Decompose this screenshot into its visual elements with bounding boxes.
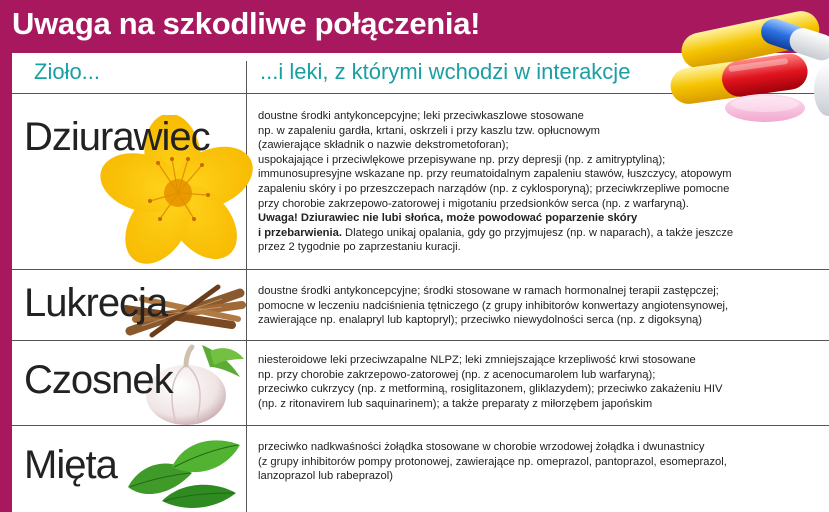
text-line: (z grupy inhibitorów pompy protonowej, zawierające np. omeprazol, pantoprazol, esomeprazol, [258, 455, 727, 468]
text-line: pomocne w leczeniu nadciśnienia tętniczego (z grupy inhibitorów konwertazy angiotensynowej, [258, 299, 729, 312]
text-line: doustne środki antykoncepcyjne; środki stosowane w ramach hormonalnej terapii zastępczej; [258, 285, 719, 297]
text-line: przeciwko cukrzycy (np. z metforminą, rosiglitazonem, gliklazydem); przeciwko zakażeniu HIV [258, 383, 723, 396]
header-drugs: ...i leki, z którymi wchodzi w interakcje [260, 59, 631, 84]
text-line: Dlatego unikaj opalania, gdy go przyjmujesz (np. w naparach), a także jeszcze [341, 226, 734, 239]
warning-text: Uwaga! Dziurawiec nie lubi słońca, może powodować poparzenie skóry [258, 212, 638, 225]
herb-name-lukrecja: Lukrecja [24, 281, 168, 325]
text-line: uspokajające i przeciwlękowe przepisywane np. przy depresji (np. z amitryptyliną); [258, 153, 666, 166]
herb-name-mieta: Mięta [24, 443, 117, 487]
header-herb: Zioło... [34, 59, 101, 84]
text-line: zapaleniu skóry i po przeszczepach narządów (np. z cyklosporyną); przeciwkrzepliwe pomocne [258, 182, 730, 195]
text-line: (zawierające składnik o nazwie dekstrometoforan); [258, 139, 509, 152]
interaction-text-lukrecja [258, 284, 728, 328]
interaction-text-mieta [258, 440, 727, 484]
row-divider [12, 269, 829, 270]
herb-name-dziurawiec: Dziurawiec [24, 115, 210, 159]
mint-leaves-image [122, 427, 246, 511]
row-divider [12, 425, 829, 426]
text-line: przy chorobie zakrzepowo-zatorowej i migotaniu przedsionków serca (np. z warfaryną). [258, 197, 689, 210]
page-title: Uwaga na szkodliwe połączenia! [12, 6, 481, 41]
text-line: np. w zapaleniu gardła, krtani, oskrzeli i przy kaszlu tzw. opłucnowym [258, 124, 600, 137]
text-line: przez 2 tygodnie po zaprzestaniu kuracji. [258, 241, 461, 254]
pills-image [660, 8, 829, 128]
text-line: lanzoprazol lub rabeprazol) [258, 470, 393, 483]
text-line: przeciwko nadkwaśności żołądka stosowane w chorobie wrzodowej żołądka i dwunastnicy [258, 441, 705, 453]
text-line: immunosupresyjne wskazane np. przy reumatoidalnym zapaleniu stawów, łuszczycy, atopowym [258, 168, 732, 181]
interaction-text-czosnek [258, 353, 722, 411]
text-line: doustne środki antykoncepcyjne; leki przeciwkaszlowe stosowane [258, 110, 584, 122]
text-line: zawierające np. enalapryl lub kaptopryl); przeciwko niewydolności serca (np. z digoksyną) [258, 314, 702, 327]
interaction-text-dziurawiec [258, 109, 733, 255]
text-line: niesteroidowe leki przeciwzapalne NLPZ; leki zmniejszające krzepliwość krwi stosowane [258, 354, 696, 366]
text-line: np. przy chorobie zakrzepowo-zatorowej (np. z acenocumarolem lub warfaryną); [258, 368, 656, 381]
text-line: (np. z ritonavirem lub saquinarinem); a także preparaty z miłorzębem japońskim [258, 397, 653, 410]
herb-name-czosnek: Czosnek [24, 358, 173, 402]
warning-text: i przebarwienia. [258, 226, 342, 239]
